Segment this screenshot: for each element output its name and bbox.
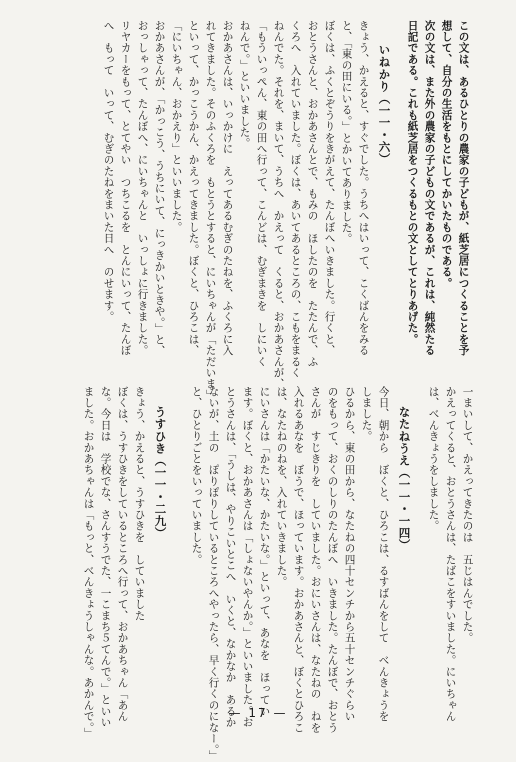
section-title-usuhiki: うすひき（一一・二九）: [153, 406, 168, 540]
intro-line-3: 次の文は、また外の農家の子どもの文であるが、これは、純然たる: [423, 20, 436, 356]
body-line: おかあさんが、「かっこう、うちにいて、にっきかいときや。」と、: [153, 20, 166, 357]
intro-line-2: 想して、自分の生活をもとにしてかいたものである。: [440, 20, 453, 289]
body-line: にいさんは「かたいな、かたいな。」といって、あなを ほってい: [258, 386, 271, 717]
body-line: とうさんは、「うしは、やりこいとこへ いくと、なかなか あるか: [224, 386, 237, 728]
body-line: 今日、朝から ぼくと、ひろこは、るすばんをして べんきょうを: [377, 386, 390, 722]
body-line: へ もって いって、むぎのたねをまいた日へ のせます。: [102, 20, 115, 323]
body-line: おとうさんと、おかあさんとで、もみの ほしたのを たたんで、ふ: [306, 20, 319, 368]
body-line: ねんでた。それを、まいて、うちへ かえって くると、おかあさんが、: [272, 20, 285, 390]
body-line: リヤカーをもって、とてやい つちこるを とんにいって、たんぼ: [119, 20, 132, 356]
body-line: おっしゃって、たんぼへ、にいちゃんと いっしょに行きました。: [136, 20, 149, 356]
body-line: しました。: [360, 386, 373, 442]
body-line: 一まいして、かえってきたのは 五じはんでした。: [461, 386, 474, 644]
body-line: ねんで。」といいました。: [238, 20, 251, 150]
body-line: 入れるあなを ぼうで、ほっています。おかあさんと、ぼくとひろこ: [292, 386, 305, 734]
body-line: おかあさんは、いっかけに えってあるむぎのたねを、ふくろに入: [221, 20, 234, 356]
body-line: のをもって、おくのしりのたんぼへ いきました。たんぼで、おとう: [326, 386, 339, 734]
body-line: かえってくると、おとうさんは、たばこをすいました。にいちゃん: [444, 386, 457, 722]
body-line: は、なたねのねを、入れていきました。: [275, 386, 288, 588]
intro-line-4: 日記である。これも紙芝居をつくるもとの文としてとりあげた。: [406, 20, 419, 345]
body-line: ひるから、東の田から、なたねの四十センチから五十センチぐらい: [343, 386, 356, 722]
body-line: ぼくは、ふくとぞうりをきがえて、たんぼへいきました。行くと、: [323, 20, 336, 356]
section-title-nataneue: なたねうえ（一一・一四）: [397, 406, 412, 552]
body-line: ました。おかあちゃんは「もっと、べんきょうしゃんな。あかんで。」: [82, 386, 95, 740]
body-line: きょう、かえると、すぐでした。うちへはいって、こくばんをみる: [357, 20, 370, 356]
body-line: ないが、土の ぽりぽりしているところへやったら、早く行くのになー。」: [207, 386, 220, 762]
body-line: ます。ぼくと、おかあさんは「しょないやんか。」といいました。お: [241, 386, 254, 728]
body-line: きょう、かえると、うすひきを していました: [133, 386, 146, 622]
body-line: くろへ 入れていました。ぼくは、あいてあるところの、こもをまるく: [289, 20, 302, 379]
intro-line-1: この文は、あるひとりの農家の子どもが、紙芝居につくることを予: [457, 20, 470, 356]
page-number: — 17 —: [228, 706, 288, 720]
body-line: な。今日は 学校でな、さんすうでた、一こまち５てんで。」といい: [99, 386, 112, 728]
body-line: と、「東の田にいる。」とかいてありました。: [340, 20, 353, 245]
body-line: 「にいちゃん、おかえり」といいました。: [170, 20, 183, 233]
body-line: ぼくは、うすひきをしているところへ行って、おかあちゃん「あん: [116, 386, 129, 722]
body-line: は、べんきょうをしました。: [427, 386, 440, 532]
body-line: 「もういっぺん、東の田へ行って、こんどは、むぎまきを しにいく: [255, 20, 268, 368]
body-line: と、ひとりごとをいっていました。: [190, 386, 203, 566]
body-line: といって、かっこうかん、かえってきました。ぼくと、ひろこは、: [187, 20, 200, 356]
body-line: れてきました。そのふくろを もとうとすると、にいちゃんが「ただいま」: [204, 20, 217, 401]
body-line: さんが すじきりを していました。おにいさんは、なたねの ねを: [309, 386, 322, 734]
section-title-inekari: いねかり（一一・六）: [377, 44, 392, 165]
